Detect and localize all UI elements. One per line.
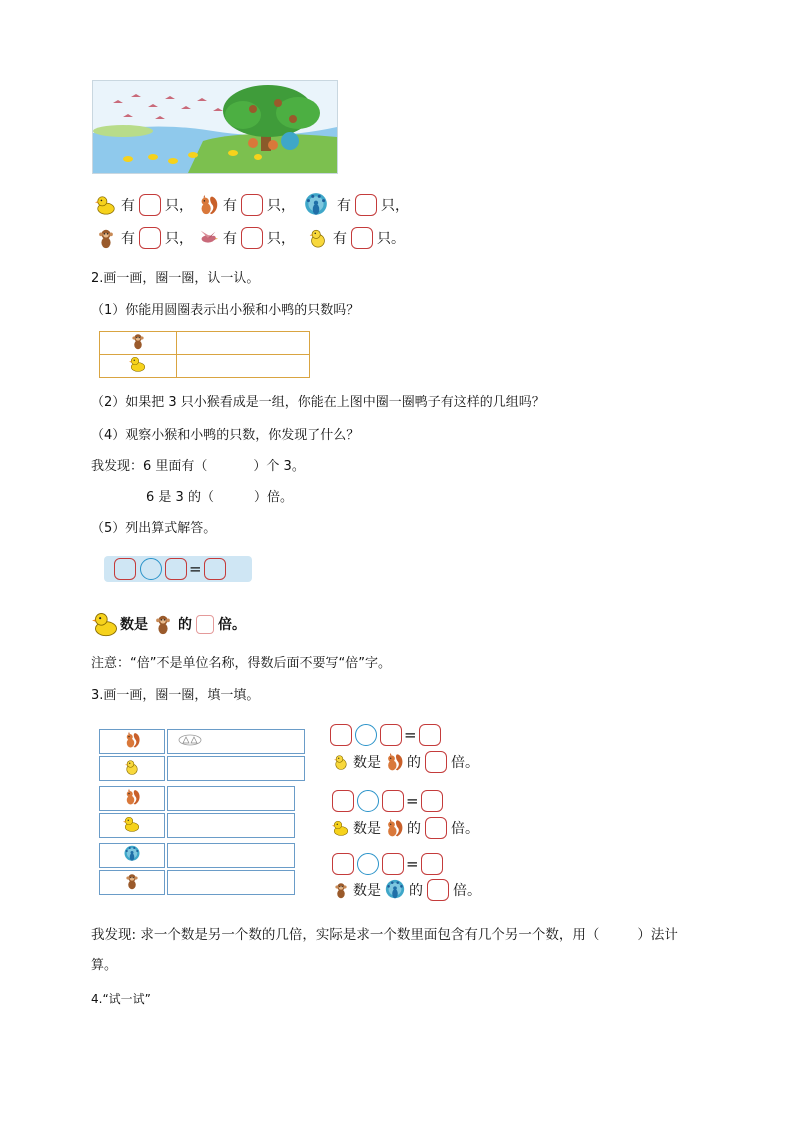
answer-box[interactable]: [421, 790, 443, 812]
answer-box[interactable]: [382, 853, 404, 875]
operator-circle[interactable]: [355, 724, 377, 746]
q2-part2: （2）如果把 3 只小猴看成是一组，你能在上图中圈一圈鸭子有这样的几组吗？: [91, 395, 545, 410]
q2-part1: （1）你能用圆圈表示出小猴和小鸭的只数吗？: [91, 303, 360, 318]
q3-result-2: 数是 的 倍。: [332, 817, 479, 839]
monkey-draw-cell[interactable]: [167, 870, 295, 895]
answer-box[interactable]: [332, 853, 354, 875]
answer-box[interactable]: [165, 558, 187, 580]
q3-equation-3: =: [332, 853, 444, 875]
answer-box[interactable]: [427, 879, 449, 901]
answer-box[interactable]: [241, 227, 263, 249]
q2-find-2: 6 是 3 的（ ）倍。: [146, 490, 293, 505]
squirrel-icon: [384, 817, 404, 839]
q2-find-1: 我发现：6 里面有（ ）个 3。: [91, 459, 305, 474]
peacock-monkey-table: [97, 841, 297, 897]
q3-equation-2: =: [332, 790, 444, 812]
duck-icon: [129, 355, 147, 373]
operator-circle[interactable]: [140, 558, 162, 580]
duck-icon: [92, 610, 120, 638]
operator-circle[interactable]: [357, 853, 379, 875]
monkey-icon: [95, 227, 117, 249]
q2-part4: （4）观察小猴和小鸭的只数，你发现了什么？: [91, 428, 360, 443]
chick-icon: [123, 758, 141, 776]
operator-circle[interactable]: [357, 790, 379, 812]
scene-illustration: [92, 80, 338, 174]
peacock-draw-cell[interactable]: [167, 843, 295, 868]
q2-title: 2.画一画，圈一圈，认一认。: [91, 271, 260, 286]
duck-draw-cell[interactable]: [177, 355, 310, 378]
answer-box[interactable]: [204, 558, 226, 580]
triangle-drawing-icon: [178, 734, 202, 746]
monkey-duck-table: [99, 331, 310, 378]
monkey-icon: [129, 332, 147, 350]
duck-draw-cell[interactable]: [167, 813, 295, 838]
monkey-icon: [152, 610, 174, 638]
answer-box[interactable]: [241, 194, 263, 216]
q2-part5: （5）列出算式解答。: [91, 521, 217, 536]
chick-icon: [332, 752, 350, 772]
answer-box[interactable]: [425, 817, 447, 839]
answer-box[interactable]: [330, 724, 352, 746]
q3-find-cont: 算。: [91, 958, 118, 973]
animal-count-row-2: 有 只， 有 只， 有 只。: [95, 223, 409, 253]
squirrel-duck-table: [97, 784, 297, 840]
equation-bar: =: [104, 556, 252, 582]
peacock-icon: [122, 845, 142, 863]
q3-find: 我发现: 求一个数是另一个数的几倍，实际是求一个数里面包含有几个另一个数，用（ ）法计: [91, 927, 678, 943]
duck-icon: [123, 815, 141, 833]
q3-result-3: 数是 的 倍。: [332, 879, 481, 901]
peacock-icon: [299, 192, 333, 218]
duck-icon: [95, 194, 117, 216]
note: 注意：“倍”不是单位名称，得数后面不要写“倍”字。: [91, 656, 391, 671]
duck-icon: [332, 818, 350, 838]
monkey-icon: [332, 880, 350, 900]
duck-monkey-result: 数是 的 倍。: [92, 610, 246, 638]
squirrel-draw-cell[interactable]: [167, 786, 295, 811]
answer-box[interactable]: [382, 790, 404, 812]
monkey-icon: [123, 872, 141, 890]
answer-box[interactable]: [351, 227, 373, 249]
squirrel-chick-table: [97, 727, 307, 783]
answer-box[interactable]: [114, 558, 136, 580]
q3-result-1: 数是 的 倍。: [332, 751, 479, 773]
chick-draw-cell[interactable]: [167, 756, 305, 781]
answer-box[interactable]: [139, 227, 161, 249]
squirrel-icon: [384, 751, 404, 773]
squirrel-icon: [197, 194, 219, 216]
squirrel-icon: [123, 731, 141, 749]
squirrel-icon: [123, 788, 141, 806]
squirrel-draw-cell[interactable]: [167, 729, 305, 754]
animal-count-row-1: 有 只， 有 只， 有 只，: [95, 190, 413, 220]
answer-box[interactable]: [421, 853, 443, 875]
bird-icon: [197, 227, 219, 249]
answer-box[interactable]: [196, 615, 214, 634]
q4-title: 4.“试一试”: [91, 992, 151, 1006]
answer-box[interactable]: [355, 194, 377, 216]
q3-equation-1: =: [330, 724, 442, 746]
monkey-draw-cell[interactable]: [177, 332, 310, 355]
q3-title: 3.画一画，圈一圈，填一填。: [91, 688, 260, 703]
answer-box[interactable]: [425, 751, 447, 773]
chick-icon: [307, 227, 329, 249]
answer-box[interactable]: [380, 724, 402, 746]
answer-box[interactable]: [419, 724, 441, 746]
peacock-icon: [384, 879, 406, 901]
answer-box[interactable]: [139, 194, 161, 216]
answer-box[interactable]: [332, 790, 354, 812]
